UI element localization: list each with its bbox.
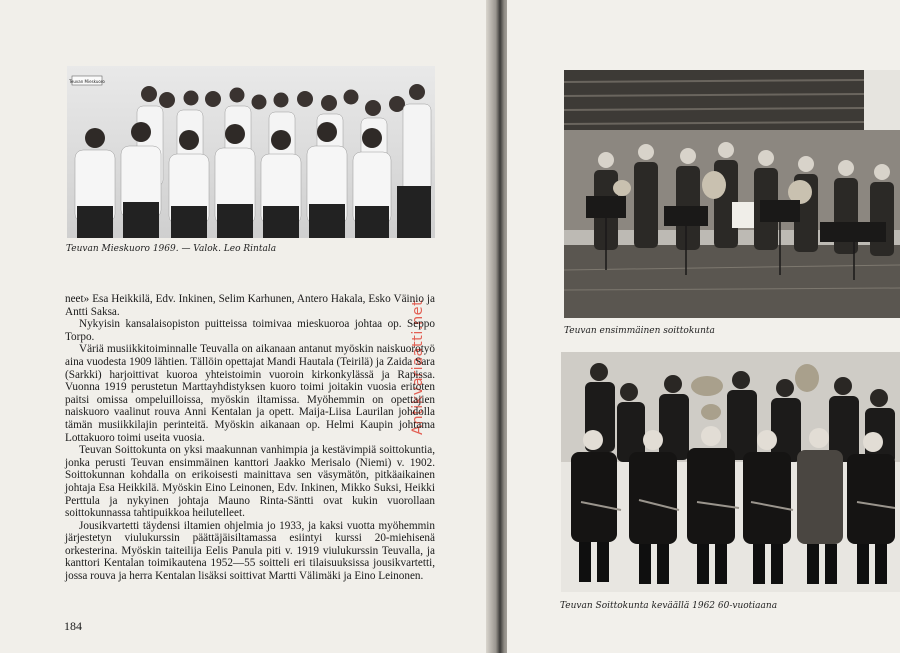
- paragraph: Väriä musiikkitoiminnalle Teuvalla on aikanaan antanut myöskin naiskuorotyö aina vuodesta 1909 lähtien. Tällöin opettajat Mandi Hautala (Teirilä) ja Zaida Sara (Sarkki) harjoittivat kuoroa yhteistoimin vuoroin kirkonkylässä ja Rapissa. Vuonna 1919 perustetun Marttayhdistyksen kuoro toimi joitakin vuosia eritoten paitsi omissa ompeluilloissa, myöskin iltamissa. Myöhemmin on opettajien naiskuoro vaalinut rouva Anni Kentalan ja opett. Maija-Liisa Laurilan johdolla tämän musiikkilajin perinteitä. Myöskin aikanaan op. Helmi Kaupin johtama Lottakuoro toimi useita vuosia.: [65, 343, 435, 444]
- watermark-text: Antikvariaatti.net: [410, 299, 426, 435]
- body-text: [65, 293, 435, 583]
- page-number: 184: [64, 619, 82, 633]
- choir-photo-caption: Teuvan Mieskuoro 1969. — Valok. Leo Rintala: [66, 244, 277, 254]
- paragraph: Nykyisin kansalaisopiston puitteissa toimivaa mieskuoroa johtaa op. Seppo Torpo.: [65, 318, 435, 343]
- band-1962-photo: [561, 352, 900, 592]
- paragraph: Jousikvartetti täydensi iltamien ohjelmia jo 1933, ja kaksi vuotta myöhemmin järjestetyn viulukurssin päättäjäisiltamassa esiintyi kurssi 20-miehisenä orkesterina. Myöskin taiteilija Eelis Panula piti v. 1919 viulukurssin Teuvalla, ja kanttori Kentalan toimikautena 1952—55 soitteli eri tilaisuuksissa jousikvartetti, jossa rouva ja herra Kentalan lisäksi soittivat Martti Välimäki ja Eino Leinonen.: [65, 519, 435, 583]
- paragraph: neet» Esa Heikkilä, Edv. Inkinen, Selim Karhunen, Antero Hakala, Esko Väinio ja Antti Saksa.: [65, 293, 435, 318]
- first-band-caption: Teuvan ensimmäinen soittokunta: [564, 326, 715, 336]
- paragraph: Teuvan Soittokunta on yksi maakunnan vanhimpia ja kestävimpiä soittokuntia, jonka perusti Teuvan ensimmäinen kanttori Jaakko Merisalo (Niemi) v. 1902. Soittokunnan kohdalla on erikoisesti mainittava sen väsymätön, pitkäaikainen johtaja Esa Heikkilä. Myöskin Eino Leinonen, Edv. Inkinen, Mikko Suksi, Heikki Perttula ja nykyinen johtaja Mauno Rinta-Säntti ovat kukin vuorollaan soittokunnassa tahtipuikkoa heilutelleet.: [65, 444, 435, 520]
- mens-choir-photo: [67, 66, 435, 238]
- right-page: [507, 0, 900, 653]
- choir-sign-text: Teuvan Mieskuoro: [69, 79, 105, 84]
- first-band-photo: [564, 70, 900, 318]
- band-1962-caption: Teuvan Soittokunta keväällä 1962 60-vuotiaana: [560, 601, 778, 611]
